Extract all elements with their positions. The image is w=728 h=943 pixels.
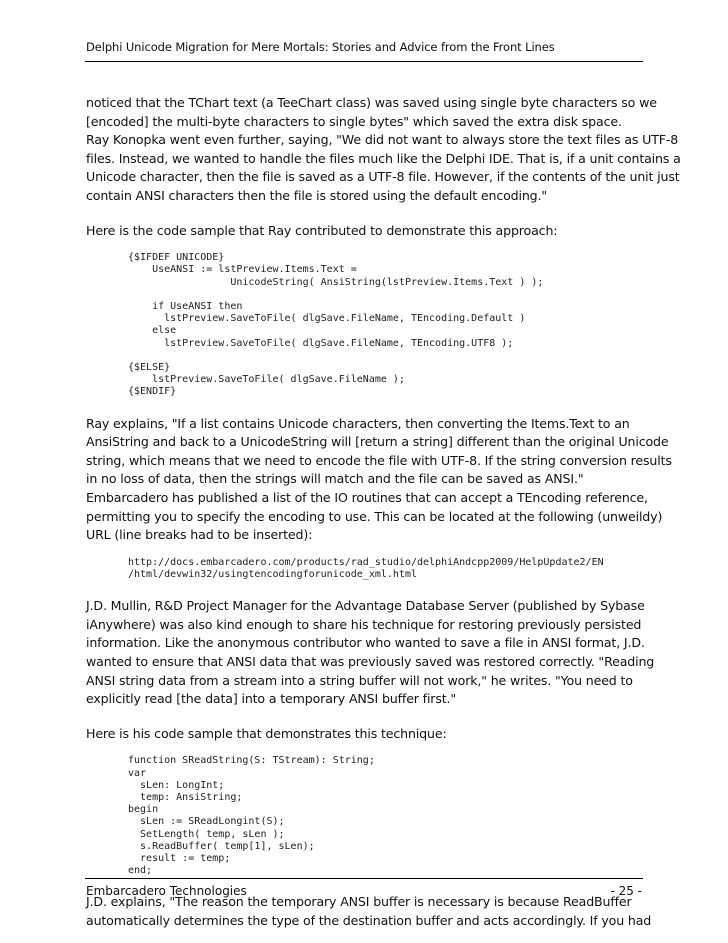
text-line: noticed that the TChart text (a TeeChart class) was saved using single byte characters so we (86, 95, 657, 110)
code-line: s.ReadBuffer( temp[1], sLen); (128, 840, 315, 852)
footer-rule (85, 878, 643, 879)
code-line: lstPreview.SaveToFile( dlgSave.FileName, TEncoding.Default ) (128, 313, 526, 325)
code-line: SetLength( temp, sLen ); (128, 828, 285, 840)
text-line: files. Instead, we wanted to handle the files much like the Delphi IDE. That is, if a unit contains a (86, 150, 681, 166)
paragraph-5 (86, 725, 646, 744)
code-line: {$ELSE} (128, 361, 171, 373)
text-line: in no loss of data, then the strings will match and the file can be saved as ANSI." (86, 471, 584, 487)
code-line: http://docs.embarcadero.com/products/rad_studio/delphiAndcpp2009/HelpUpdate2/EN (128, 556, 604, 568)
code-line: result := temp; (128, 852, 231, 864)
text-line: permitting you to specify the encoding to use. This can be located at the following (unweildy) (86, 508, 663, 524)
text-line: Unicode character, then the file is saved as a UTF-8 file. However, if the contents of the unit just (86, 169, 680, 185)
code-line: temp: AnsiString; (128, 791, 243, 803)
code-line: lstPreview.SaveToFile( dlgSave.FileName ); (128, 374, 405, 386)
code-line: sLen: LongInt; (128, 779, 225, 791)
code-line: UseANSI := lstPreview.Items.Text = (128, 264, 357, 276)
code-line: UnicodeString( AnsiString(lstPreview.Items.Text ) ); (128, 276, 544, 288)
code-line: else (128, 325, 177, 337)
code-line: begin (128, 804, 159, 816)
code-line: sLen := SReadLongint(S); (128, 816, 285, 828)
footer-company: Embarcadero Technologies (86, 884, 247, 898)
text-line: [encoded] the multi-byte characters to single bytes" which saved the extra disk space. (86, 113, 622, 129)
paragraph-4 (86, 597, 655, 709)
text-line: explicitly read [the data] into a temporary ANSI buffer first." (86, 691, 457, 707)
paragraph-2 (86, 222, 646, 241)
code-line: function SReadString(S: TStream): String; (128, 755, 375, 767)
paragraph-1 (86, 94, 681, 206)
text-line: information. Like the anonymous contributor who wanted to save a file in ANSI format, J.D. (86, 635, 645, 651)
text-line: Ray explains, "If a list contains Unicode characters, then converting the Items.Text to an (86, 415, 630, 431)
code-line: if UseANSI then (128, 300, 243, 312)
code-sample-1 (128, 252, 646, 398)
code-line: /html/devwin32/usingtencodingforunicode_xml.html (128, 568, 417, 580)
text-line: ANSI string data from a stream into a string buffer will not work," he writes. "You need to (86, 672, 633, 688)
text-line: automatically determines the type of the destination buffer and acts accordingly. If you had (86, 912, 652, 928)
text-line: AnsiString and back to a UnicodeString will [return a string] different than the original Unicode (86, 434, 669, 450)
running-header: Delphi Unicode Migration for Mere Mortals: Stories and Advice from the Front Lines (86, 40, 555, 54)
text-line: iAnywhere) was also kind enough to share his technique for restoring previously persisted (86, 616, 642, 632)
code-url (128, 557, 646, 581)
page-body (86, 94, 681, 931)
text-line: contain ANSI characters then the file is stored using the default encoding." (86, 187, 548, 203)
text-line: Here is the code sample that Ray contributed to demonstrate this approach: (86, 222, 558, 238)
text-line: wanted to ensure that ANSI data that was previously saved was restored correctly. "Reading (86, 653, 655, 669)
text-line: URL (line breaks had to be inserted): (86, 527, 313, 543)
paragraph-6 (86, 893, 652, 930)
code-sample-2 (128, 755, 646, 877)
text-line: Here is his code sample that demonstrates this technique: (86, 725, 447, 741)
page-number: - 25 - (610, 884, 642, 898)
header-rule (85, 61, 643, 62)
code-line: var (128, 767, 147, 779)
text-line: Ray Konopka went even further, saying, "We did not want to always store the text files as UTF-8 (86, 132, 679, 148)
text-line: J.D. explains, "The reason the temporary ANSI buffer is necessary is because ReadBuffer (86, 894, 632, 910)
code-line: {$ENDIF} (128, 386, 177, 398)
text-line: string, which means that we need to encode the file with UTF-8. If the string conversion results (86, 452, 672, 468)
code-line: {$IFDEF UNICODE} (128, 252, 225, 264)
code-line: lstPreview.SaveToFile( dlgSave.FileName, TEncoding.UTF8 ); (128, 337, 514, 349)
text-line: Embarcadero has published a list of the IO routines that can accept a TEncoding reference, (86, 489, 648, 505)
text-line: J.D. Mullin, R&D Project Manager for the Advantage Database Server (published by Sybase (86, 598, 645, 614)
paragraph-3 (86, 415, 672, 545)
code-line: end; (128, 865, 153, 877)
